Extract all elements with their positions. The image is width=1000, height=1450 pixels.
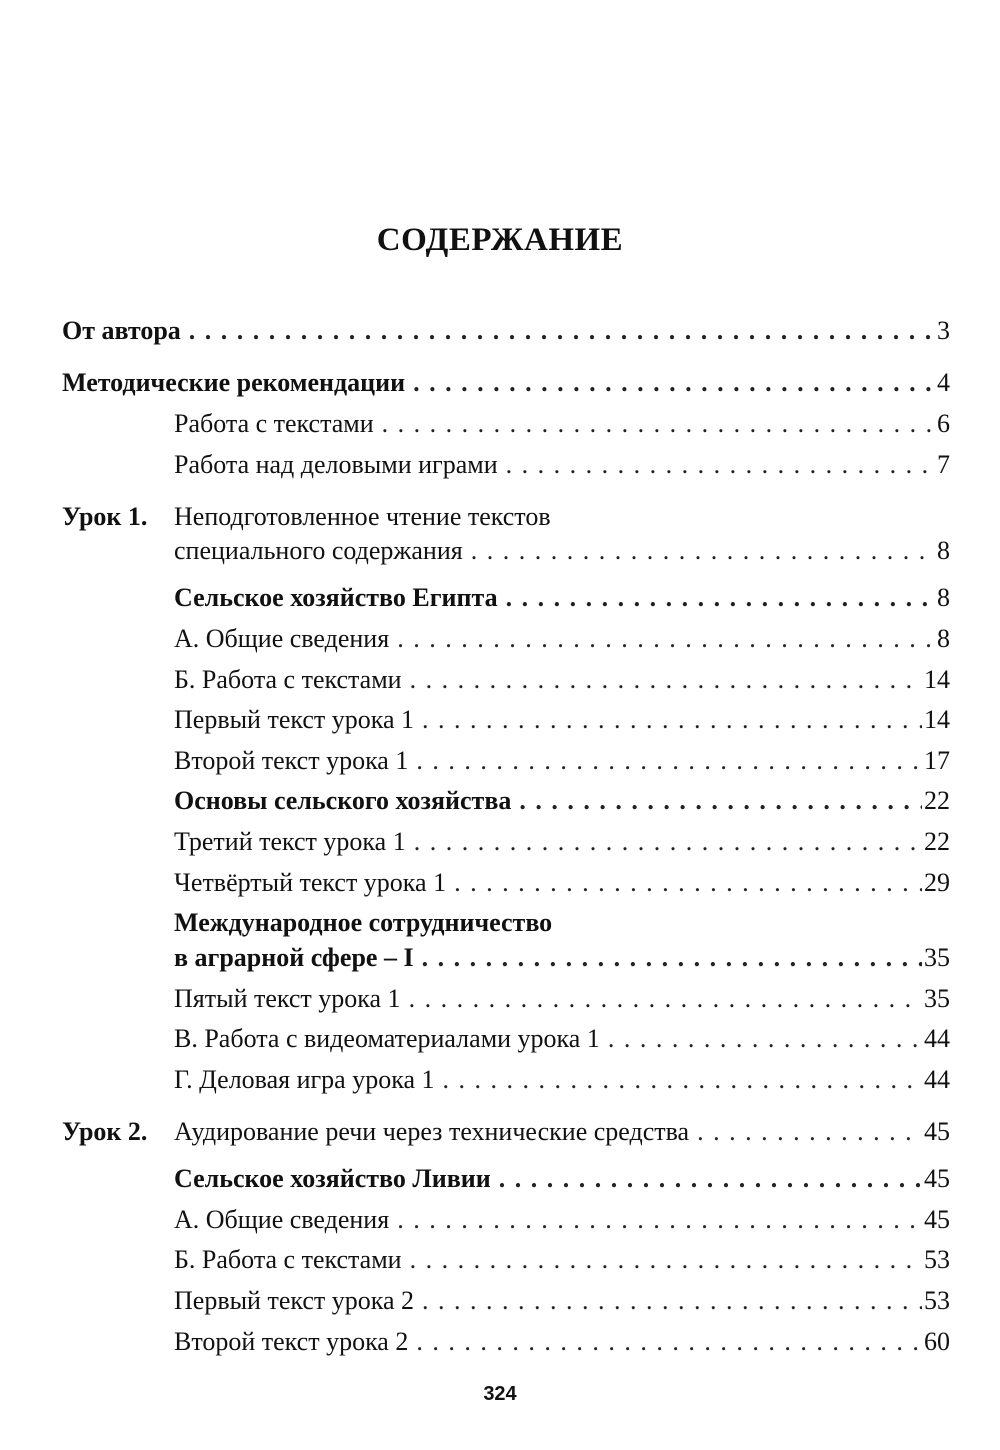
toc-entry-line: Международное сотрудничество [174,908,553,937]
toc-entry-label: В. Работа с видеоматериалами урока 1 [174,1024,600,1053]
dot-leader [410,663,922,697]
toc-entry-page: 53 [924,1245,950,1274]
toc-entry-intl [174,941,950,975]
dot-leader [382,407,935,441]
toc-entry-label: От автора [62,316,181,345]
toc-entry-page: 35 [924,943,950,972]
toc-entry-text4 [174,866,950,900]
toc-entry-page: 3 [937,316,950,345]
toc-entry-general-2 [174,1203,950,1237]
toc-entry-label: Работа над деловыми играми [174,450,498,479]
toc-entry-page: 8 [937,624,950,653]
toc-entry-page: 14 [924,665,950,694]
toc-entry-label: Третий текст урока 1 [174,827,406,856]
toc-entry-text1-2 [174,1284,950,1318]
dot-leader [416,1325,922,1359]
toc-entry-game [174,1063,950,1097]
lesson-label: Урок 1. [62,502,148,531]
toc-entry-page: 17 [924,746,950,775]
toc-entry-label: Сельское хозяйство Египта [174,583,498,612]
toc-entry-text5 [174,982,950,1016]
toc-entry-video [174,1022,950,1056]
toc-entry-label: Второй текст урока 2 [174,1327,409,1356]
toc-entry-label: Г. Деловая игра урока 1 [174,1065,435,1094]
toc-entry-label: специального содержания [174,536,463,565]
dot-leader [189,314,935,348]
dot-leader [422,941,922,975]
toc-entry-label: А. Общие сведения [174,624,390,653]
toc-entry-text1 [174,703,950,737]
toc-entry-page: 6 [937,409,950,438]
dot-leader [413,366,935,400]
toc-entry-label: Аудирование речи через технические средства [174,1117,690,1146]
toc-entry-label: Методические рекомендации [62,368,406,397]
dot-leader [422,1284,922,1318]
dot-leader [414,825,922,859]
dot-leader [608,1022,922,1056]
dot-leader [416,744,922,778]
dot-leader [397,622,935,656]
toc-entry-page: 45 [924,1117,950,1146]
toc-entry-label: Пятый текст урока 1 [174,984,401,1013]
dot-leader [471,534,935,568]
toc-entry-libya [174,1162,950,1196]
toc-entry-text3 [174,825,950,859]
toc-entry-page: 7 [937,450,950,479]
dot-leader [506,581,935,615]
toc-entry-label: Первый текст урока 2 [174,1286,415,1315]
toc-entry-label: Сельское хозяйство Ливии [174,1164,491,1193]
page-number: 324 [483,1383,517,1405]
toc-entry-general [174,622,950,656]
page-title: СОДЕРЖАНИЕ [376,222,624,258]
toc-entry-page: 29 [924,868,950,897]
dot-leader [499,1162,922,1196]
toc-entry-text2 [174,744,950,778]
toc-entry-label: Первый текст урока 1 [174,705,415,734]
toc-entry-text2-2 [174,1325,950,1359]
toc-entry-label: Четвёртый текст урока 1 [174,868,447,897]
dot-leader [409,982,922,1016]
toc-entry-page: 14 [924,705,950,734]
toc-entry-page: 22 [924,827,950,856]
dot-leader [443,1063,923,1097]
dot-leader [397,1203,922,1237]
toc-entry-texts [174,407,950,441]
dot-leader [506,448,935,482]
toc-entry-line: Неподготовленное чтение текстов [174,502,551,531]
dot-leader [519,784,922,818]
toc-entry-label: А. Общие сведения [174,1205,390,1234]
toc-entry-page: 44 [924,1065,950,1094]
toc-entry-lesson1 [174,534,950,568]
dot-leader [410,1243,922,1277]
toc-entry-page: 45 [924,1164,950,1193]
lesson-label: Урок 2. [62,1117,148,1146]
toc-entry-lesson2 [174,1115,950,1149]
toc-entry-label: Второй текст урока 1 [174,746,409,775]
toc-entry-page: 45 [924,1205,950,1234]
dot-leader [422,703,922,737]
toc-entry-label: Б. Работа с текстами [174,1245,402,1274]
toc-entry-egypt [174,581,950,615]
toc-entry-label: Б. Работа с текстами [174,665,402,694]
toc-entry-work [174,663,950,697]
toc-entry-page: 53 [924,1286,950,1315]
toc-entry-label: Основы сельского хозяйства [174,786,512,815]
toc-entry-methods [62,366,950,400]
toc-entry-page: 60 [924,1327,950,1356]
toc-entry-page: 8 [937,536,950,565]
toc-entry-label: Работа с текстами [174,409,374,438]
toc-entry-games [174,448,950,482]
toc-entry-author [62,314,950,348]
toc-entry-page: 22 [924,786,950,815]
dot-leader [697,1115,922,1149]
toc-entry-label: в аграрной сфере – I [174,943,414,972]
toc-entry-page: 8 [937,583,950,612]
toc-entry-work-2 [174,1243,950,1277]
toc-entry-page: 4 [937,368,950,397]
toc-entry-page: 44 [924,1024,950,1053]
dot-leader [454,866,922,900]
toc-entry-basics [174,784,950,818]
toc-entry-page: 35 [924,984,950,1013]
